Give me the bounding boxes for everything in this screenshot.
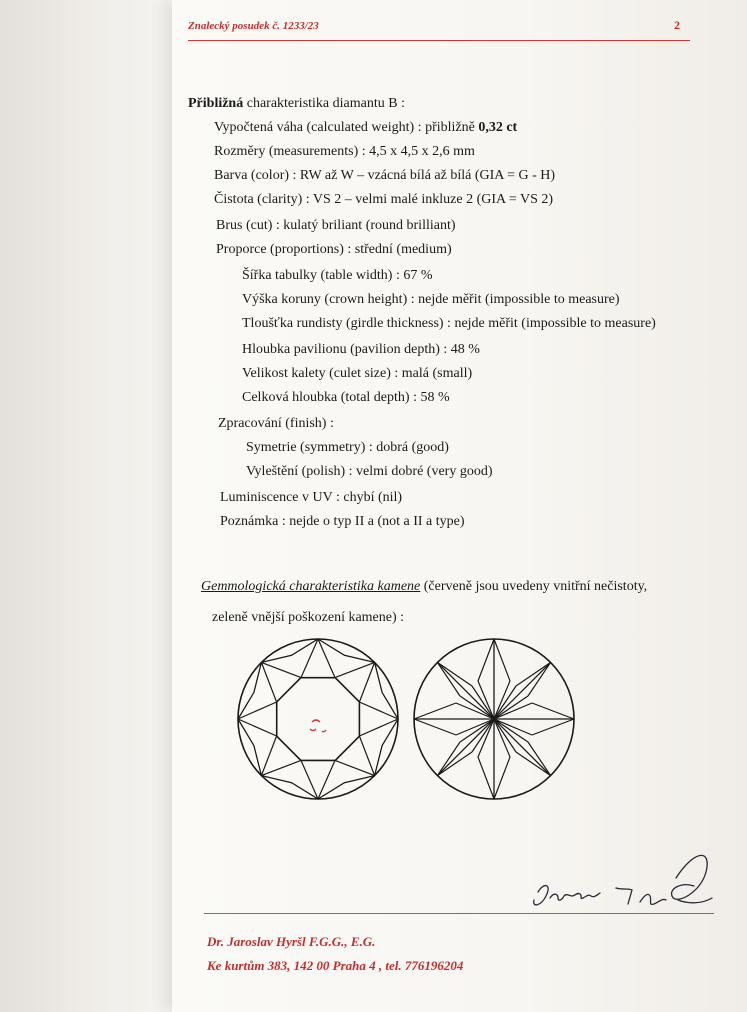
clarity-row: Čistota (clarity) : VS 2 – velmi malé inkluze 2 (GIA = VS 2) [214, 192, 554, 207]
adjacent-page-bleed [0, 0, 160, 1012]
finish-row: Zpracování (finish) : [218, 416, 334, 431]
crown-height-row: Výška koruny (crown height) : nejde měřit (impossible to measure) [242, 292, 620, 307]
page-number: 2 [674, 18, 680, 32]
cut-row: Brus (cut) : kulatý briliant (round brilliant) [216, 218, 456, 233]
measurements-row: Rozměry (measurements) : 4,5 x 4,5 x 2,6 mm [214, 144, 475, 159]
total-depth-row: Celková hloubka (total depth) : 58 % [242, 390, 450, 405]
proportions-row: Proporce (proportions) : střední (medium) [216, 242, 452, 257]
culet-size-row: Velikost kalety (culet size) : malá (small) [242, 366, 473, 381]
color-row: Barva (color) : RW až W – vzácná bílá až bílá (GIA = G - H) [214, 168, 556, 183]
weight-row: Vypočtená váha (calculated weight) : přibližně 0,32 ct [214, 120, 518, 135]
signature [528, 848, 718, 930]
symmetry-row: Symetrie (symmetry) : dobrá (good) [246, 440, 449, 455]
gemmology-description-continued: zeleně vnější poškození kamene) : [212, 610, 405, 625]
note-row: Poznámka : nejde o typ II a (not a II a type) [220, 514, 465, 529]
polish-row: Vyleštění (polish) : velmi dobré (very good) [246, 464, 493, 479]
crown-view-diagram [234, 634, 402, 804]
author-address: Ke kurtům 383, 142 00 Praha 4 , tel. 776196204 [207, 958, 464, 973]
inclusion-marks [310, 720, 326, 732]
luminescence-row: Luminiscence v UV : chybí (nil) [220, 490, 403, 505]
girdle-thickness-row: Tloušťka rundisty (girdle thickness) : nejde měřit (impossible to measure) [242, 316, 656, 331]
crown-facet-lines [238, 639, 398, 799]
pavilion-view-diagram [410, 634, 578, 804]
gemmology-heading [201, 579, 647, 595]
gemmology-description: (červeně jsou uvedeny vnitřní nečistoty, [423, 579, 648, 594]
report-number-title: Znalecký posudek č. 1233/23 [188, 20, 319, 32]
author-name: Dr. Jaroslav Hyršl F.G.G., E.G. [207, 934, 376, 949]
pavilion-depth-row: Hloubka pavilionu (pavilion depth) : 48 % [242, 342, 480, 357]
table-width-row: Šířka tabulky (table width) : 67 % [242, 268, 433, 283]
gemmology-title: Gemmologická charakteristika kamene [201, 579, 421, 594]
page-header [188, 18, 690, 41]
crown-table-outline [277, 678, 360, 761]
characteristics-heading: Přibližná charakteristika diamantu B : [188, 96, 405, 111]
